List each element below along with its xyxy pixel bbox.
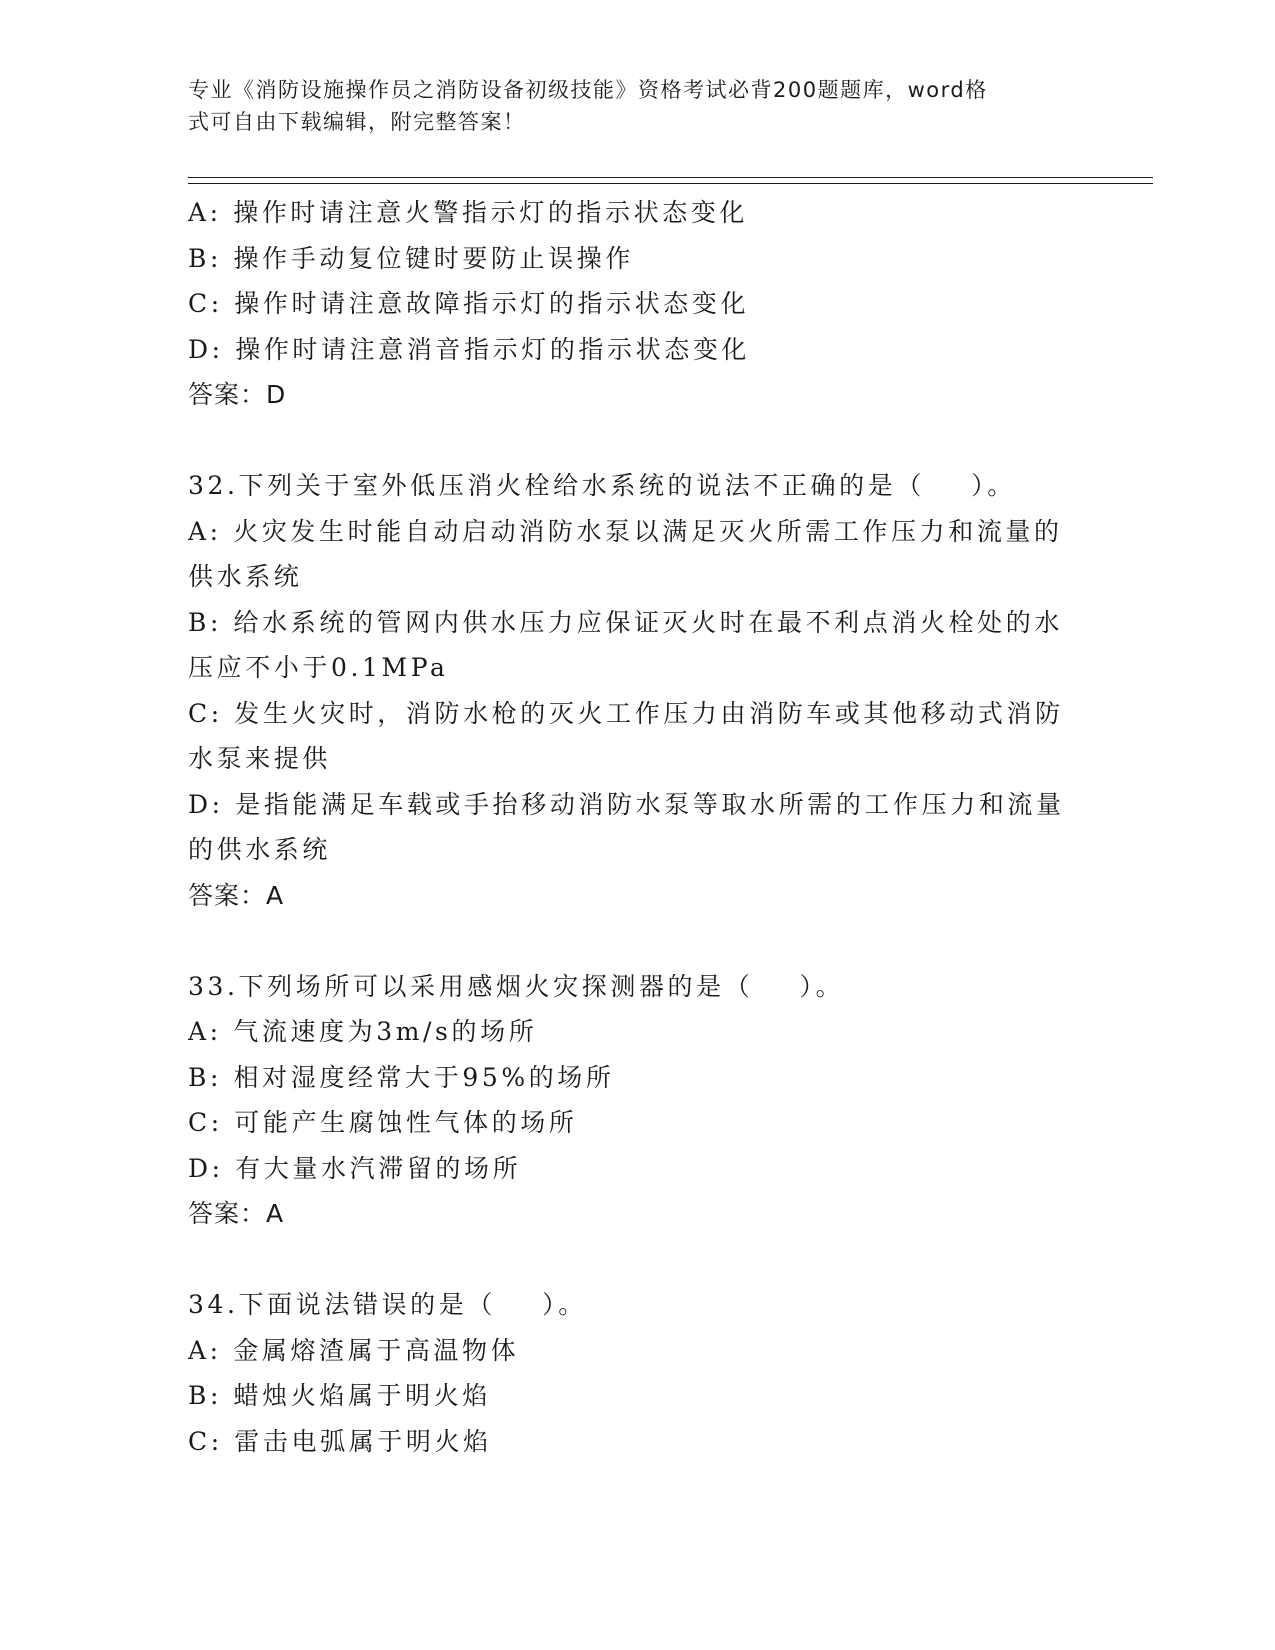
option-c: C: 发生火灾时，消防水枪的灭火工作压力由消防车或其他移动式消防 (188, 698, 1064, 728)
option-b: B: 相对湿度经常大于95%的场所 (188, 1062, 615, 1092)
question-stem: 33.下列场所可以采用感烟火灾探测器的是（ ）。 (188, 971, 845, 1001)
answer-line: 答案：A (188, 880, 285, 910)
option-a: A: 金属熔渣属于高温物体 (188, 1335, 520, 1365)
option-b: B: 蜡烛火焰属于明火焰 (188, 1381, 491, 1410)
header-divider-top (188, 177, 1153, 178)
option-c: C: 雷击电弧属于明火焰 (188, 1426, 492, 1456)
previous-question-block (188, 190, 1088, 418)
header-line-2: 式可自由下载编辑，附完整答案！ (188, 110, 526, 134)
option-a-continued: 供水系统 (188, 562, 303, 591)
question-stem: 34.下面说法错误的是（ ）。 (188, 1290, 587, 1319)
option-c-continued: 水泵来提供 (188, 744, 332, 773)
question-content (188, 190, 1088, 1464)
answer-line: 答案：D (188, 380, 287, 409)
question-33-block (188, 964, 1088, 1237)
option-d-continued: 的供水系统 (188, 835, 332, 864)
spacer (188, 1237, 1088, 1283)
answer-line: 答案：A (188, 1199, 285, 1228)
header-divider-bottom (188, 183, 1153, 184)
option-b-continued: 压应不小于0.1MPa (188, 653, 449, 682)
header-line-1: 专业《消防设施操作员之消防设备初级技能》资格考试必背200题题库，word格 (188, 78, 988, 102)
option-d: D: 有大量水汽滞留的场所 (188, 1153, 522, 1183)
spacer (188, 418, 1088, 464)
option-c: C: 操作时请注意故障指示灯的指示状态变化 (188, 289, 750, 318)
spacer (188, 918, 1088, 964)
option-d: D: 操作时请注意消音指示灯的指示状态变化 (188, 334, 751, 364)
option-a: A: 操作时请注意火警指示灯的指示状态变化 (188, 198, 749, 227)
question-32-block (188, 463, 1088, 918)
question-stem: 32.下列关于室外低压消火栓给水系统的说法不正确的是（ ）。 (188, 471, 1016, 500)
question-34-block (188, 1282, 1088, 1464)
option-b: B: 给水系统的管网内供水压力应保证灭火时在最不利点消火栓处的水 (188, 607, 1063, 637)
option-a: A: 火灾发生时能自动启动消防水泵以满足灭火所需工作压力和流量的 (188, 516, 1063, 546)
document-header (188, 74, 1068, 138)
option-a: A: 气流速度为3m/s的场所 (188, 1017, 538, 1046)
option-d: D: 是指能满足车载或手抬移动消防水泵等取水所需的工作压力和流量 (188, 789, 1065, 819)
option-b: B: 操作手动复位键时要防止误操作 (188, 243, 634, 273)
option-c: C: 可能产生腐蚀性气体的场所 (188, 1108, 578, 1137)
